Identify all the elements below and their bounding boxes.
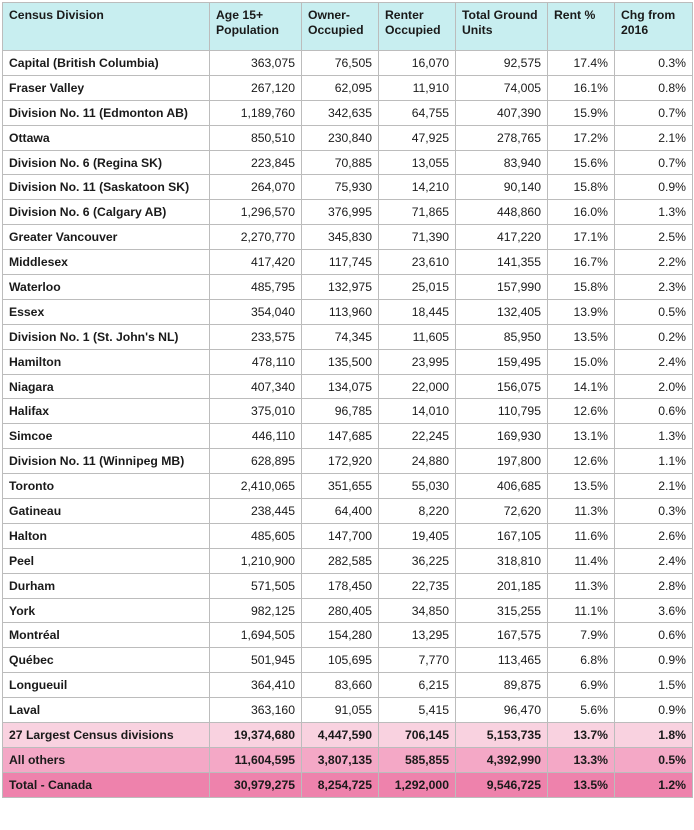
cell-renter-occupied: 23,995	[379, 349, 456, 374]
cell-owner-occupied: 376,995	[302, 200, 379, 225]
cell-population: 363,160	[210, 698, 302, 723]
cell-total-ground-units: 132,405	[456, 299, 548, 324]
table-row	[3, 51, 693, 76]
cell-renter-occupied: 71,865	[379, 200, 456, 225]
cell-owner-occupied: 351,655	[302, 474, 379, 499]
cell-population: 2,410,065	[210, 474, 302, 499]
table-row	[3, 374, 693, 399]
cell-rent-percent: 16.0%	[548, 200, 615, 225]
cell-division-name: Capital (British Columbia)	[3, 51, 210, 76]
cell-division-name: Division No. 1 (St. John's NL)	[3, 324, 210, 349]
cell-division-name: Halton	[3, 523, 210, 548]
cell-renter-occupied: 47,925	[379, 125, 456, 150]
cell-population: 354,040	[210, 299, 302, 324]
cell-owner-occupied: 62,095	[302, 75, 379, 100]
cell-renter-occupied: 1,292,000	[379, 772, 456, 797]
cell-renter-occupied: 13,055	[379, 150, 456, 175]
cell-rent-percent: 6.8%	[548, 648, 615, 673]
cell-owner-occupied: 154,280	[302, 623, 379, 648]
table-row	[3, 125, 693, 150]
cell-division-name: Gatineau	[3, 499, 210, 524]
cell-change: 2.1%	[615, 474, 693, 499]
cell-change: 0.8%	[615, 75, 693, 100]
cell-rent-percent: 13.3%	[548, 747, 615, 772]
cell-renter-occupied: 706,145	[379, 723, 456, 748]
cell-change: 1.3%	[615, 424, 693, 449]
cell-rent-percent: 15.8%	[548, 175, 615, 200]
cell-total-ground-units: 169,930	[456, 424, 548, 449]
header-total-ground-units: Total Ground Units	[456, 3, 548, 51]
cell-population: 485,605	[210, 523, 302, 548]
cell-renter-occupied: 25,015	[379, 275, 456, 300]
cell-owner-occupied: 135,500	[302, 349, 379, 374]
cell-owner-occupied: 172,920	[302, 449, 379, 474]
summary-row	[3, 772, 693, 797]
cell-renter-occupied: 11,605	[379, 324, 456, 349]
cell-renter-occupied: 13,295	[379, 623, 456, 648]
cell-division-name: All others	[3, 747, 210, 772]
cell-renter-occupied: 11,910	[379, 75, 456, 100]
cell-rent-percent: 13.9%	[548, 299, 615, 324]
cell-total-ground-units: 74,005	[456, 75, 548, 100]
cell-renter-occupied: 5,415	[379, 698, 456, 723]
cell-population: 1,296,570	[210, 200, 302, 225]
cell-population: 1,189,760	[210, 100, 302, 125]
header-census-division: Census Division	[3, 3, 210, 51]
cell-total-ground-units: 141,355	[456, 250, 548, 275]
header-row	[3, 3, 693, 51]
cell-rent-percent: 15.9%	[548, 100, 615, 125]
summary-row	[3, 747, 693, 772]
cell-change: 1.5%	[615, 673, 693, 698]
table-row	[3, 623, 693, 648]
cell-division-name: Durham	[3, 573, 210, 598]
cell-owner-occupied: 280,405	[302, 598, 379, 623]
cell-population: 1,694,505	[210, 623, 302, 648]
table-row	[3, 200, 693, 225]
cell-owner-occupied: 178,450	[302, 573, 379, 598]
header-population: Age 15+ Population	[210, 3, 302, 51]
cell-total-ground-units: 167,105	[456, 523, 548, 548]
cell-total-ground-units: 157,990	[456, 275, 548, 300]
cell-rent-percent: 12.6%	[548, 449, 615, 474]
cell-population: 407,340	[210, 374, 302, 399]
cell-total-ground-units: 278,765	[456, 125, 548, 150]
cell-change: 1.8%	[615, 723, 693, 748]
cell-population: 2,270,770	[210, 225, 302, 250]
cell-division-name: Hamilton	[3, 349, 210, 374]
cell-total-ground-units: 113,465	[456, 648, 548, 673]
cell-total-ground-units: 197,800	[456, 449, 548, 474]
cell-total-ground-units: 417,220	[456, 225, 548, 250]
cell-rent-percent: 11.4%	[548, 548, 615, 573]
table-row	[3, 275, 693, 300]
cell-change: 2.8%	[615, 573, 693, 598]
cell-population: 238,445	[210, 499, 302, 524]
cell-renter-occupied: 22,245	[379, 424, 456, 449]
cell-population: 264,070	[210, 175, 302, 200]
cell-population: 11,604,595	[210, 747, 302, 772]
cell-owner-occupied: 4,447,590	[302, 723, 379, 748]
header-change: Chg from 2016	[615, 3, 693, 51]
cell-total-ground-units: 83,940	[456, 150, 548, 175]
cell-division-name: Toronto	[3, 474, 210, 499]
cell-owner-occupied: 134,075	[302, 374, 379, 399]
cell-owner-occupied: 147,685	[302, 424, 379, 449]
cell-rent-percent: 11.3%	[548, 573, 615, 598]
cell-change: 2.0%	[615, 374, 693, 399]
table-row	[3, 598, 693, 623]
cell-division-name: Longueuil	[3, 673, 210, 698]
cell-total-ground-units: 201,185	[456, 573, 548, 598]
cell-rent-percent: 12.6%	[548, 399, 615, 424]
cell-division-name: Peel	[3, 548, 210, 573]
table-header	[3, 3, 693, 51]
cell-owner-occupied: 345,830	[302, 225, 379, 250]
cell-division-name: Montréal	[3, 623, 210, 648]
cell-renter-occupied: 18,445	[379, 299, 456, 324]
cell-rent-percent: 11.3%	[548, 499, 615, 524]
cell-total-ground-units: 90,140	[456, 175, 548, 200]
cell-population: 267,120	[210, 75, 302, 100]
cell-owner-occupied: 117,745	[302, 250, 379, 275]
cell-owner-occupied: 3,807,135	[302, 747, 379, 772]
cell-population: 417,420	[210, 250, 302, 275]
cell-renter-occupied: 14,010	[379, 399, 456, 424]
cell-rent-percent: 13.5%	[548, 474, 615, 499]
cell-population: 30,979,275	[210, 772, 302, 797]
cell-division-name: Essex	[3, 299, 210, 324]
cell-population: 446,110	[210, 424, 302, 449]
cell-division-name: Greater Vancouver	[3, 225, 210, 250]
census-table	[2, 2, 693, 798]
cell-renter-occupied: 14,210	[379, 175, 456, 200]
cell-owner-occupied: 282,585	[302, 548, 379, 573]
cell-renter-occupied: 7,770	[379, 648, 456, 673]
cell-rent-percent: 13.5%	[548, 324, 615, 349]
table-row	[3, 75, 693, 100]
cell-total-ground-units: 92,575	[456, 51, 548, 76]
cell-owner-occupied: 96,785	[302, 399, 379, 424]
cell-total-ground-units: 110,795	[456, 399, 548, 424]
table-row	[3, 399, 693, 424]
cell-owner-occupied: 74,345	[302, 324, 379, 349]
table-row	[3, 250, 693, 275]
cell-population: 363,075	[210, 51, 302, 76]
header-rent-percent: Rent %	[548, 3, 615, 51]
cell-population: 1,210,900	[210, 548, 302, 573]
cell-owner-occupied: 113,960	[302, 299, 379, 324]
table-row	[3, 100, 693, 125]
cell-renter-occupied: 22,735	[379, 573, 456, 598]
cell-owner-occupied: 76,505	[302, 51, 379, 76]
cell-change: 2.5%	[615, 225, 693, 250]
table-row	[3, 474, 693, 499]
cell-population: 19,374,680	[210, 723, 302, 748]
table-row	[3, 573, 693, 598]
table-row	[3, 449, 693, 474]
cell-owner-occupied: 230,840	[302, 125, 379, 150]
cell-owner-occupied: 8,254,725	[302, 772, 379, 797]
cell-renter-occupied: 23,610	[379, 250, 456, 275]
cell-population: 478,110	[210, 349, 302, 374]
cell-owner-occupied: 147,700	[302, 523, 379, 548]
cell-population: 375,010	[210, 399, 302, 424]
cell-renter-occupied: 16,070	[379, 51, 456, 76]
cell-total-ground-units: 159,495	[456, 349, 548, 374]
cell-rent-percent: 13.7%	[548, 723, 615, 748]
cell-change: 0.9%	[615, 648, 693, 673]
table-row	[3, 548, 693, 573]
cell-change: 2.2%	[615, 250, 693, 275]
cell-renter-occupied: 24,880	[379, 449, 456, 474]
cell-rent-percent: 15.8%	[548, 275, 615, 300]
cell-division-name: York	[3, 598, 210, 623]
cell-population: 501,945	[210, 648, 302, 673]
cell-division-name: Simcoe	[3, 424, 210, 449]
cell-change: 0.5%	[615, 747, 693, 772]
cell-population: 571,505	[210, 573, 302, 598]
cell-renter-occupied: 34,850	[379, 598, 456, 623]
cell-rent-percent: 13.5%	[548, 772, 615, 797]
cell-renter-occupied: 8,220	[379, 499, 456, 524]
cell-change: 0.7%	[615, 100, 693, 125]
cell-rent-percent: 15.0%	[548, 349, 615, 374]
summary-row	[3, 723, 693, 748]
cell-division-name: Niagara	[3, 374, 210, 399]
cell-total-ground-units: 156,075	[456, 374, 548, 399]
cell-rent-percent: 11.6%	[548, 523, 615, 548]
cell-division-name: Division No. 11 (Winnipeg MB)	[3, 449, 210, 474]
table-row	[3, 299, 693, 324]
cell-renter-occupied: 55,030	[379, 474, 456, 499]
table-row	[3, 523, 693, 548]
cell-division-name: Ottawa	[3, 125, 210, 150]
cell-owner-occupied: 132,975	[302, 275, 379, 300]
cell-change: 0.9%	[615, 698, 693, 723]
cell-renter-occupied: 19,405	[379, 523, 456, 548]
cell-owner-occupied: 105,695	[302, 648, 379, 673]
cell-change: 2.1%	[615, 125, 693, 150]
cell-change: 0.3%	[615, 51, 693, 76]
cell-change: 0.6%	[615, 623, 693, 648]
cell-change: 1.3%	[615, 200, 693, 225]
cell-total-ground-units: 167,575	[456, 623, 548, 648]
cell-total-ground-units: 72,620	[456, 499, 548, 524]
cell-renter-occupied: 6,215	[379, 673, 456, 698]
cell-rent-percent: 17.4%	[548, 51, 615, 76]
table-row	[3, 349, 693, 374]
cell-division-name: Middlesex	[3, 250, 210, 275]
cell-rent-percent: 16.1%	[548, 75, 615, 100]
cell-rent-percent: 6.9%	[548, 673, 615, 698]
cell-total-ground-units: 407,390	[456, 100, 548, 125]
cell-rent-percent: 15.6%	[548, 150, 615, 175]
cell-total-ground-units: 96,470	[456, 698, 548, 723]
cell-change: 0.7%	[615, 150, 693, 175]
cell-total-ground-units: 9,546,725	[456, 772, 548, 797]
cell-total-ground-units: 448,860	[456, 200, 548, 225]
header-owner-occupied: Owner-Occupied	[302, 3, 379, 51]
cell-rent-percent: 16.7%	[548, 250, 615, 275]
cell-rent-percent: 17.1%	[548, 225, 615, 250]
cell-division-name: Division No. 6 (Calgary AB)	[3, 200, 210, 225]
cell-division-name: Division No. 11 (Edmonton AB)	[3, 100, 210, 125]
cell-total-ground-units: 89,875	[456, 673, 548, 698]
cell-total-ground-units: 406,685	[456, 474, 548, 499]
cell-rent-percent: 13.1%	[548, 424, 615, 449]
cell-population: 364,410	[210, 673, 302, 698]
cell-renter-occupied: 71,390	[379, 225, 456, 250]
cell-renter-occupied: 22,000	[379, 374, 456, 399]
table-row	[3, 673, 693, 698]
cell-division-name: 27 Largest Census divisions	[3, 723, 210, 748]
cell-total-ground-units: 315,255	[456, 598, 548, 623]
cell-owner-occupied: 83,660	[302, 673, 379, 698]
cell-rent-percent: 7.9%	[548, 623, 615, 648]
cell-division-name: Total - Canada	[3, 772, 210, 797]
cell-total-ground-units: 5,153,735	[456, 723, 548, 748]
cell-population: 485,795	[210, 275, 302, 300]
cell-division-name: Division No. 6 (Regina SK)	[3, 150, 210, 175]
cell-total-ground-units: 4,392,990	[456, 747, 548, 772]
cell-change: 2.4%	[615, 548, 693, 573]
cell-change: 3.6%	[615, 598, 693, 623]
cell-rent-percent: 14.1%	[548, 374, 615, 399]
cell-owner-occupied: 91,055	[302, 698, 379, 723]
table-row	[3, 175, 693, 200]
cell-change: 1.2%	[615, 772, 693, 797]
cell-population: 850,510	[210, 125, 302, 150]
table-row	[3, 648, 693, 673]
cell-rent-percent: 17.2%	[548, 125, 615, 150]
cell-total-ground-units: 85,950	[456, 324, 548, 349]
cell-population: 628,895	[210, 449, 302, 474]
cell-change: 2.6%	[615, 523, 693, 548]
cell-population: 982,125	[210, 598, 302, 623]
cell-owner-occupied: 342,635	[302, 100, 379, 125]
cell-rent-percent: 5.6%	[548, 698, 615, 723]
cell-rent-percent: 11.1%	[548, 598, 615, 623]
cell-population: 223,845	[210, 150, 302, 175]
cell-change: 0.3%	[615, 499, 693, 524]
cell-change: 2.4%	[615, 349, 693, 374]
cell-owner-occupied: 75,930	[302, 175, 379, 200]
table-row	[3, 324, 693, 349]
cell-change: 0.2%	[615, 324, 693, 349]
cell-division-name: Division No. 11 (Saskatoon SK)	[3, 175, 210, 200]
table-row	[3, 424, 693, 449]
header-renter-occupied: Renter Occupied	[379, 3, 456, 51]
table-body	[3, 51, 693, 798]
table-row	[3, 150, 693, 175]
cell-division-name: Laval	[3, 698, 210, 723]
cell-division-name: Waterloo	[3, 275, 210, 300]
cell-population: 233,575	[210, 324, 302, 349]
cell-change: 0.5%	[615, 299, 693, 324]
cell-renter-occupied: 585,855	[379, 747, 456, 772]
cell-change: 2.3%	[615, 275, 693, 300]
cell-division-name: Halifax	[3, 399, 210, 424]
cell-owner-occupied: 64,400	[302, 499, 379, 524]
cell-division-name: Fraser Valley	[3, 75, 210, 100]
cell-change: 0.9%	[615, 175, 693, 200]
cell-renter-occupied: 36,225	[379, 548, 456, 573]
cell-renter-occupied: 64,755	[379, 100, 456, 125]
table-row	[3, 225, 693, 250]
cell-total-ground-units: 318,810	[456, 548, 548, 573]
table-row	[3, 698, 693, 723]
cell-change: 1.1%	[615, 449, 693, 474]
cell-change: 0.6%	[615, 399, 693, 424]
table-row	[3, 499, 693, 524]
cell-division-name: Québec	[3, 648, 210, 673]
cell-owner-occupied: 70,885	[302, 150, 379, 175]
